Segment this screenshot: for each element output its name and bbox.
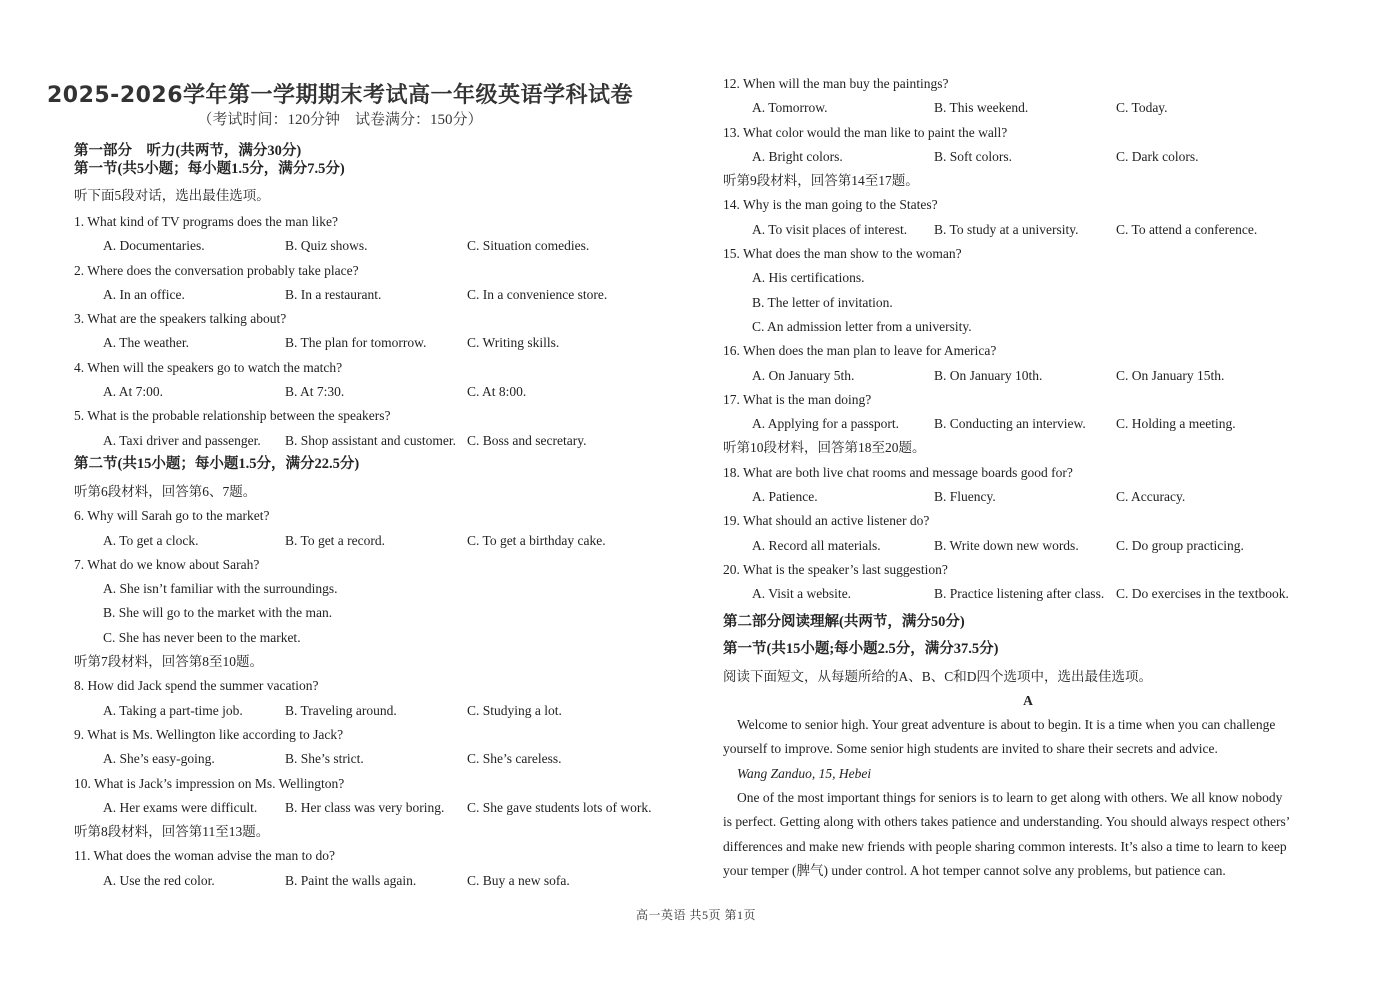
passage-author: Wang Zanduo, 15, Hebei	[737, 765, 872, 781]
option-c: C. To attend a conference.	[1116, 221, 1258, 237]
option-b: B. At 7:30.	[285, 384, 345, 400]
paragraph-line: differences and make new friends with people sharing common interests. It’s also a time to learn to keep	[723, 838, 1287, 854]
option-b: B. This weekend.	[934, 100, 1029, 116]
question-stem: 6. Why will Sarah go to the market?	[74, 508, 270, 524]
option-a: A. She’s easy-going.	[103, 751, 215, 767]
option-row	[74, 283, 684, 307]
option-a: A. Visit a website.	[752, 586, 852, 602]
option-a: A. Bright colors.	[752, 148, 843, 164]
option-line: A. His certifications.	[752, 270, 865, 286]
part2-section1-heading: 第一节(共15小题;每小题2.5分，满分37.5分)	[723, 641, 999, 658]
question-stem: 5. What is the probable relationship between the speakers?	[74, 408, 391, 424]
section2-heading: 第二节(共15小题；每小题1.5分，满分22.5分)	[74, 456, 360, 472]
listening-note: 听第6段材料，回答第6、7题。	[74, 484, 257, 499]
option-b: B. Fluency.	[934, 489, 996, 505]
option-b: B. Soft colors.	[934, 148, 1013, 164]
option-row	[723, 364, 1333, 388]
option-c: C. On January 15th.	[1116, 367, 1225, 383]
option-c: C. Writing skills.	[467, 335, 560, 351]
option-b: B. Write down new words.	[934, 537, 1079, 553]
option-c: C. Today.	[1116, 100, 1168, 116]
option-b: B. Shop assistant and customer.	[285, 432, 456, 448]
paragraph-line: One of the most important things for seniors is to learn to get along with others. We all know nobody	[737, 790, 1283, 806]
option-c: C. Accuracy.	[1116, 489, 1186, 505]
option-row	[723, 96, 1333, 120]
passage-label: A	[1023, 692, 1033, 708]
question-stem: 17. What is the man doing?	[723, 391, 872, 407]
exam-subtitle: （考试时间：120分钟 试卷满分：150分）	[197, 112, 483, 128]
option-a: A. Tomorrow.	[752, 100, 828, 116]
option-a: A. Documentaries.	[103, 238, 205, 254]
listening-note: 听第7段材料，回答第8至10题。	[74, 654, 263, 670]
page-footer: 高一英语 共5页 第1页	[635, 908, 756, 922]
passage-paragraph-2	[723, 786, 1333, 883]
option-c: C. Situation comedies.	[467, 238, 590, 254]
question-stem: 1. What kind of TV programs does the man like?	[74, 214, 338, 229]
option-b: B. Quiz shows.	[285, 238, 368, 254]
question-stem: 7. What do we know about Sarah?	[74, 556, 260, 572]
option-a: A. Record all materials.	[752, 537, 881, 553]
part1-heading: 第一部分 听力(共两节，满分30分)	[74, 143, 302, 159]
option-line: C. An admission letter from a university.	[752, 318, 972, 334]
option-b: B. The plan for tomorrow.	[285, 335, 427, 351]
option-line: A. She isn’t familiar with the surroundings.	[103, 581, 338, 597]
part1-section2-header	[74, 452, 684, 476]
option-a: A. To visit places of interest.	[752, 221, 908, 237]
option-row	[74, 331, 684, 355]
option-b: B. Conducting an interview.	[934, 416, 1086, 432]
option-b: B. To study at a university.	[934, 221, 1079, 237]
part2-instruction: 阅读下面短文，从每题所给的A、B、C和D四个选项中，选出最佳选项。	[723, 668, 1153, 684]
question-stem: 20. What is the speaker’s last suggestion?	[723, 561, 948, 577]
option-a: A. In an office.	[103, 286, 185, 302]
option-c: C. At 8:00.	[467, 384, 527, 400]
question-stem: 13. What color would the man like to paint the wall?	[723, 124, 1008, 140]
option-c: C. In a convenience store.	[467, 286, 608, 302]
option-row	[74, 699, 684, 723]
option-a: A. Patience.	[752, 489, 818, 505]
option-line: B. The letter of invitation.	[752, 294, 893, 310]
part1-section1-header	[74, 157, 684, 209]
exam-title: 2025-2026学年第一学期期末考试高一年级英语学科试卷	[46, 83, 634, 108]
question-stem: 2. Where does the conversation probably take place?	[74, 262, 359, 278]
option-line: B. She will go to the market with the man.	[103, 605, 333, 621]
option-a: A. Use the red color.	[103, 872, 215, 888]
option-row	[74, 380, 684, 404]
passage-paragraph-1	[723, 713, 1333, 762]
listening-note: 听第10段材料，回答第18至20题。	[723, 440, 926, 456]
option-c: C. Holding a meeting.	[1116, 416, 1236, 432]
option-row	[723, 485, 1333, 509]
question-stem: 14. Why is the man going to the States?	[723, 197, 938, 213]
option-row	[723, 582, 1333, 606]
option-row	[723, 218, 1333, 242]
option-b: B. On January 10th.	[934, 367, 1043, 383]
option-a: A. Applying for a passport.	[752, 416, 899, 432]
option-c: C. To get a birthday cake.	[467, 532, 606, 548]
option-row	[74, 796, 684, 820]
question-stem: 9. What is Ms. Wellington like according to Jack?	[74, 726, 344, 742]
option-row	[723, 534, 1333, 558]
listening-note: 听第8段材料，回答第11至13题。	[74, 824, 270, 840]
option-b: B. Paint the walls again.	[285, 872, 417, 888]
option-a: A. On January 5th.	[752, 367, 855, 383]
option-c: C. Buy a new sofa.	[467, 872, 570, 888]
part2-header	[723, 610, 1333, 883]
question-stem: 16. When does the man plan to leave for America?	[723, 343, 997, 359]
right-question-list	[723, 72, 1333, 607]
question-stem: 12. When will the man buy the paintings?	[723, 76, 949, 91]
option-row	[74, 234, 684, 258]
option-c: C. She’s careless.	[467, 751, 562, 767]
option-c: C. Do group practicing.	[1116, 537, 1244, 553]
part2-heading: 第二部分阅读理解(共两节，满分50分)	[723, 614, 965, 630]
question-stem: 18. What are both live chat rooms and message boards good for?	[723, 464, 1073, 480]
paragraph-line: Welcome to senior high. Your great adventure is about to begin. It is a time when you can challenge	[737, 717, 1276, 733]
question-stem: 10. What is Jack’s impression on Ms. Wellington?	[74, 775, 345, 791]
option-line: C. She has never been to the market.	[103, 629, 301, 645]
section1-heading: 第一节(共5小题；每小题1.5分，满分7.5分)	[74, 161, 345, 177]
paragraph-line: your temper (脾气) under control. A hot temper cannot solve any problems, but patience can.	[723, 862, 1226, 878]
question-stem: 19. What should an active listener do?	[723, 513, 930, 529]
option-row	[74, 869, 684, 893]
option-row	[723, 412, 1333, 436]
left-question-list-2	[74, 480, 684, 893]
option-b: B. She’s strict.	[285, 751, 364, 767]
question-stem: 15. What does the man show to the woman?	[723, 246, 962, 262]
option-a: A. At 7:00.	[103, 384, 164, 400]
option-b: B. In a restaurant.	[285, 286, 382, 302]
paragraph-line: yourself to improve. Some senior high students are invited to share their secrets and advice.	[723, 741, 1218, 757]
question-stem: 4. When will the speakers go to watch the match?	[74, 359, 343, 375]
option-c: C. Studying a lot.	[467, 702, 562, 718]
paragraph-line: is perfect. Getting along with others takes patience and understanding. You should always respect others’	[723, 814, 1291, 830]
option-c: C. Boss and secretary.	[467, 432, 587, 448]
option-a: A. Taking a part-time job.	[103, 702, 243, 718]
option-a: A. The weather.	[103, 335, 189, 351]
option-c: C. Dark colors.	[1116, 148, 1199, 164]
section1-instruction: 听下面5段对话，选出最佳选项。	[74, 188, 270, 204]
option-c: C. Do exercises in the textbook.	[1116, 586, 1289, 602]
option-b: B. Practice listening after class.	[934, 586, 1105, 602]
option-a: A. Her exams were difficult.	[103, 799, 258, 815]
option-b: B. Traveling around.	[285, 702, 397, 718]
option-a: A. Taxi driver and passenger.	[103, 432, 261, 448]
question-stem: 3. What are the speakers talking about?	[74, 311, 287, 327]
option-row	[74, 429, 684, 453]
option-row	[74, 529, 684, 553]
option-c: C. She gave students lots of work.	[467, 799, 652, 815]
left-question-list-1	[74, 210, 684, 453]
question-stem: 11. What does the woman advise the man to do?	[74, 848, 335, 864]
listening-note: 听第9段材料，回答第14至17题。	[723, 173, 919, 189]
option-b: B. To get a record.	[285, 532, 386, 548]
option-b: B. Her class was very boring.	[285, 799, 445, 815]
question-stem: 8. How did Jack spend the summer vacation?	[74, 678, 319, 694]
option-a: A. To get a clock.	[103, 532, 199, 548]
option-row	[74, 747, 684, 771]
option-row	[723, 145, 1333, 169]
